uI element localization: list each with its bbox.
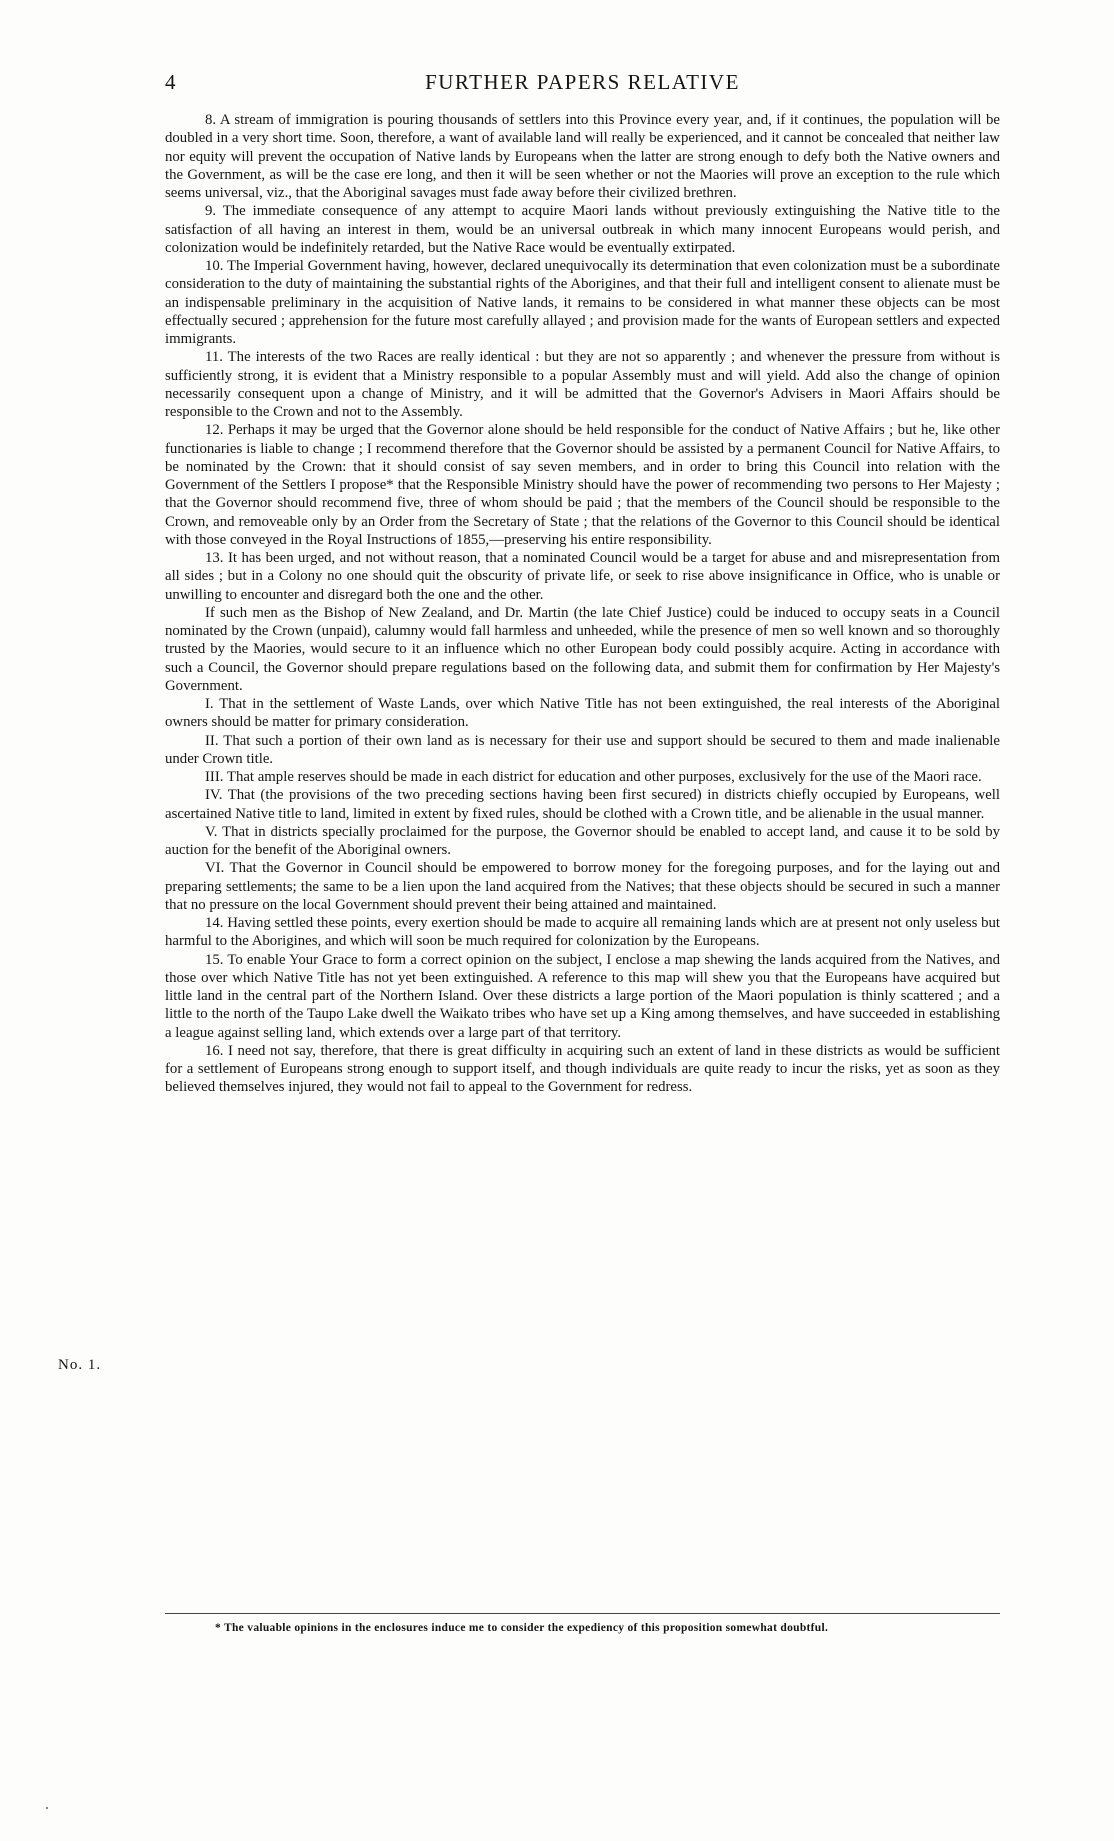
paragraph-9: 9. The immediate consequence of any attempt to acquire Maori lands without previously extinguishing the Native title to the satisfaction of all having an interest in them, would be an universal outbreak in which many innocent Europeans would perish, and colonization would be indefinitely retarded, but the Native Race would be eventually extirpated. <box>165 203 1000 256</box>
data-item-v: V. That in districts specially proclaimed for the purpose, the Governor should be enabled to accept land, and cause it to be sold by auction for the benefit of the Aboriginal owners. <box>165 823 1000 858</box>
data-item-iv: IV. That (the provisions of the two preceding sections having been first secured) in districts chiefly occupied by Europeans, well ascertained Native title to land, limited in extent by fixed rules, should be clothed with a Crown title, and be alienable in the usual manner. <box>165 787 1000 822</box>
paragraph-13-continued: If such men as the Bishop of New Zealand, and Dr. Martin (the late Chief Justice) could be induced to occupy seats in a Council nominated by the Crown (unpaid), calumny would fall harmless and unheeded, while the presence of men so well known and so thoroughly trusted by the Maories, would secure to it an influence which no other European body could possibly acquire. Acting in accordance with such a Council, the Governor should prepare regulations based on the following data, and submit them for confirmation by Her Majesty's Government. <box>165 604 1000 694</box>
page-number: 4 <box>165 70 176 94</box>
margin-note-enclosure: No. 1. <box>58 1357 102 1373</box>
footnote-divider <box>165 1613 1000 1614</box>
paragraph-14: 14. Having settled these points, every exertion should be made to acquire all remaining lands which are at present not only useless but harmful to the Aborigines, and which will soon be much required for colonization by the Europeans. <box>165 915 1000 950</box>
paragraph-8: 8. A stream of immigration is pouring thousands of settlers into this Province every year, and, if it continues, the population will be doubled in a very short time. Soon, therefore, a want of available land will really be experienced, and it cannot be concealed that neither law nor equity will prevent the occupation of Native lands by Europeans when the latter are strong enough to defy both the Native owners and the Government, as will be the case ere long, and then it will be seen whether or not the Maories will prove an exception to the rule which seems universal, viz., that the Aboriginal savages must fade away before their civilized brethren. <box>165 112 1000 201</box>
print-speck <box>46 1807 48 1809</box>
data-item-ii: II. That such a portion of their own land as is necessary for their use and support should be secured to them and made inalienable under Crown title. <box>165 732 1000 767</box>
paragraph-13: 13. It has been urged, and not without reason, that a nominated Council would be a target for abuse and and misrepresentation from all sides ; but in a Colony no one should quit the obscurity of private life, or seek to rise above insignificance in Office, who is unable or unwilling to encounter and disregard both the one and the other. <box>165 550 1000 603</box>
footnote: * The valuable opinions in the enclosures induce me to consider the expediency of this proposition somewhat doubtful. <box>215 1622 829 1634</box>
data-item-i: I. That in the settlement of Waste Lands, over which Native Title has not been extinguished, the real interests of the Aboriginal owners should be matter for primary consideration. <box>165 696 1000 731</box>
page-header <box>165 70 1000 100</box>
data-item-vi: VI. That the Governor in Council should be empowered to borrow money for the foregoing purposes, and for the laying out and preparing settlements; the same to be a lien upon the land acquired from the Natives; that these objects should be secured in such a manner that no pressure on the local Government should prevent their being attained and maintained. <box>165 860 1000 913</box>
paragraph-15: 15. To enable Your Grace to form a correct opinion on the subject, I enclose a map shewing the lands acquired from the Natives, and those over which Native Title has not yet been extinguished. A reference to this map will shew you that the Europeans have acquired but little land in the central part of the Northern Island. Over these districts a large portion of the Maori population is thinly scattered ; and a little to the north of the Taupo Lake dwell the Waikato tribes who have set up a King among themselves, and have succeeded in establishing a league against selling land, which extends over a large part of that territory. <box>165 951 1000 1041</box>
running-title: FURTHER PAPERS RELATIVE <box>425 70 740 94</box>
paragraph-12: 12. Perhaps it may be urged that the Governor alone should be held responsible for the conduct of Native Affairs ; but he, like other functionaries is liable to change ; I recommend therefore that the Governor should be assisted by a permanent Council for Native Affairs, to be nominated by the Crown: that it should consist of say seven members, and in order to bring this Council into relation with the Government of the Settlers I propose* that the Responsible Ministry should have the power of recommending two persons to Her Majesty ; that the Governor should recommend five, three of whom should be paid ; that the members of the Council should be responsible to the Crown, and removeable only by an Order from the Secretary of State ; that the relations of the Governor to this Council should be identical with those conveyed in the Royal Instructions of 1855,—preserving his entire responsibility. <box>165 422 1000 548</box>
body-text <box>165 111 1000 1097</box>
paragraph-10: 10. The Imperial Government having, however, declared unequivocally its determination that even colonization must be a subordinate consideration to the duty of maintaining the substantial rights of the Aborigines, and that their full and intelligent consent to alienate must be an indispensable preliminary in the acquisition of Native lands, it remains to be considered in what manner these objects can be most effectually secured ; apprehension for the future most carefully allayed ; and provision made for the wants of European settlers and expected immigrants. <box>165 258 1000 347</box>
paragraph-11: 11. The interests of the two Races are really identical : but they are not so apparently ; and whenever the pressure from without is sufficiently strong, it is evident that a Ministry responsible to a popular Assembly must and will yield. Add also the change of opinion necessarily consequent upon a change of Ministry, and it will be admitted that the Governor's Advisers in Maori Affairs should be responsible to the Crown and not to the Assembly. <box>165 349 1000 420</box>
data-item-iii: III. That ample reserves should be made in each district for education and other purposes, exclusively for the use of the Maori race. <box>205 769 982 785</box>
paragraph-16: 16. I need not say, therefore, that there is great difficulty in acquiring such an extent of land in these districts as would be sufficient for a settlement of Europeans strong enough to support itself, and though individuals are quite ready to incur the risks, yet as soon as they believed themselves injured, they would not fail to appeal to the Government for redress. <box>165 1042 1000 1096</box>
